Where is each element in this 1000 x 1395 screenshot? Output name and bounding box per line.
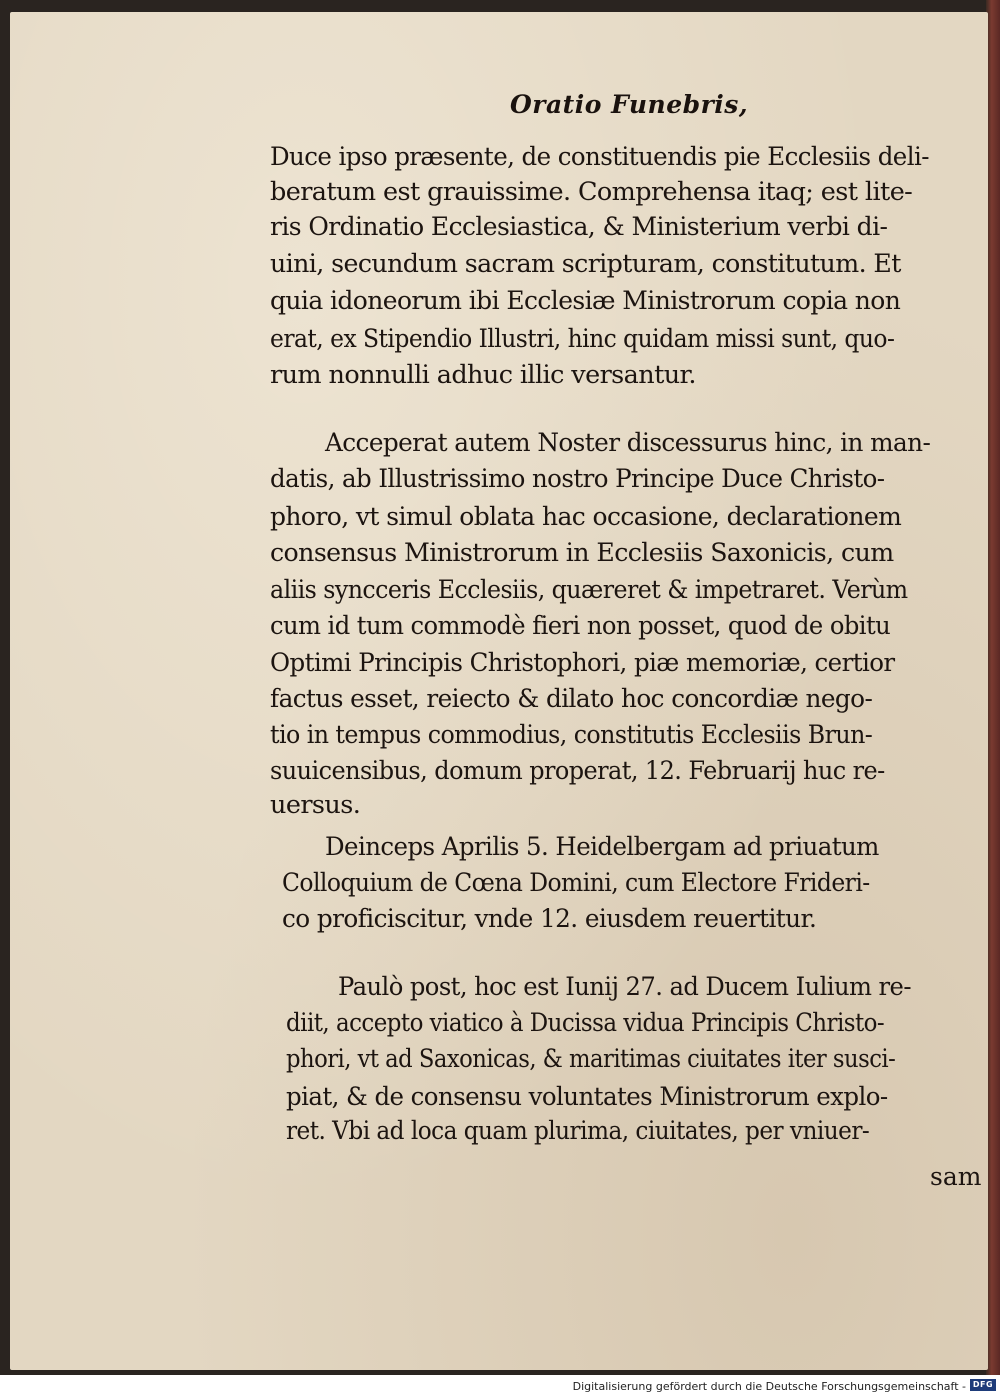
text-line: Colloquium de Cœna Domini, cum Electore Frideri- xyxy=(282,868,870,898)
text-line: phori, vt ad Saxonicas, & maritimas ciuitates iter susci- xyxy=(286,1044,896,1074)
text-line: factus esset, reiecto & dilato hoc concordiæ nego- xyxy=(270,684,873,714)
text-line: rum nonnulli adhuc illic versantur. xyxy=(270,360,696,390)
text-line: piat, & de consensu voluntates Ministrorum explo- xyxy=(286,1082,888,1112)
text-line: ris Ordinatio Ecclesiastica, & Ministerium verbi di- xyxy=(270,212,888,242)
dfg-logo: DFG xyxy=(970,1379,996,1391)
book-binding-edge xyxy=(986,0,1000,1375)
text-line: cum id tum commodè fieri non posset, quod de obitu xyxy=(270,611,891,641)
text-line: Deinceps Aprilis 5. Heidelbergam ad priuatum xyxy=(325,832,879,862)
text-line: consensus Ministrorum in Ecclesiis Saxonicis, cum xyxy=(270,538,894,568)
text-line: co proficiscitur, vnde 12. eiusdem reuertitur. xyxy=(282,904,817,934)
text-line: Optimi Principis Christophori, piæ memoriæ, certior xyxy=(270,648,895,678)
funding-credit: Digitalisierung gefördert durch die Deutsche Forschungsgemeinschaft - xyxy=(572,1380,966,1393)
text-line: datis, ab Illustrissimo nostro Principe Duce Christo- xyxy=(270,464,885,494)
text-line: beratum est grauissime. Comprehensa itaq; est lite- xyxy=(270,177,913,207)
running-head: Oratio Funebris, xyxy=(510,90,749,119)
text-line: uersus. xyxy=(270,790,361,820)
text-line: uini, secundum sacram scripturam, constitutum. Et xyxy=(270,249,901,279)
text-line: suuicensibus, domum properat, 12. Februarij huc re- xyxy=(270,756,885,786)
text-line: aliis syncceris Ecclesiis, quæreret & impetraret. Verùm xyxy=(270,575,908,605)
text-line: phoro, vt simul oblata hac occasione, declarationem xyxy=(270,502,902,532)
text-line: diit, accepto viatico à Ducissa vidua Principis Christo- xyxy=(286,1008,885,1038)
text-line: tio in tempus commodius, constitutis Ecclesiis Brun- xyxy=(270,720,873,750)
text-line: ret. Vbi ad loca quam plurima, ciuitates, per vniuer- xyxy=(286,1116,870,1146)
text-line: quia idoneorum ibi Ecclesiæ Ministrorum copia non xyxy=(270,286,901,316)
catchword: sam xyxy=(930,1162,982,1191)
text-line: Duce ipso præsente, de constituendis pie Ecclesiis deli- xyxy=(270,142,929,172)
text-line: erat, ex Stipendio Illustri, hinc quidam missi sunt, quo- xyxy=(270,324,895,354)
text-line: Paulò post, hoc est Iunij 27. ad Ducem Iulium re- xyxy=(338,972,911,1002)
text-line: Acceperat autem Noster discessurus hinc, in man- xyxy=(325,428,931,458)
